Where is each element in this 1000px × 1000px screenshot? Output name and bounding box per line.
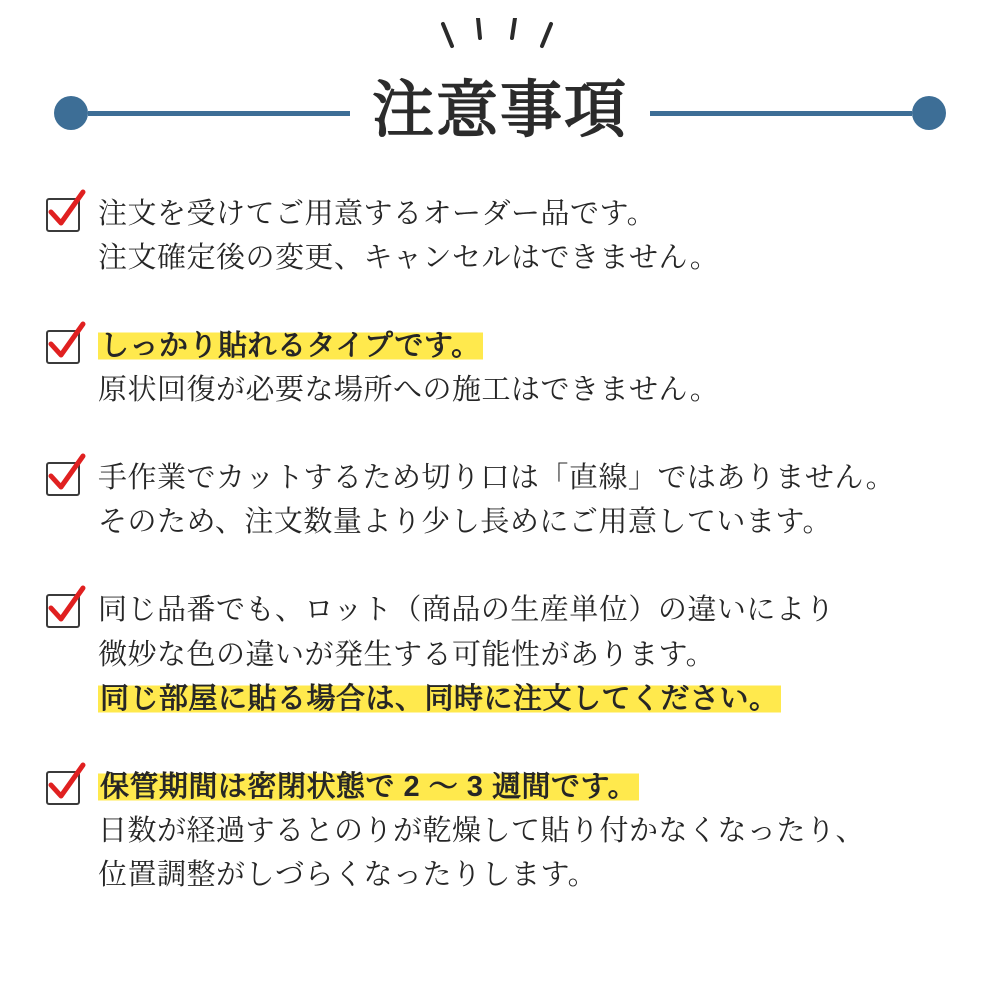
note-line-text: 注文確定後の変更、キャンセルはできません。	[98, 242, 720, 275]
note-text-block	[98, 765, 960, 897]
note-line	[98, 324, 960, 368]
checked-checkbox-icon	[46, 771, 80, 805]
sparkle-rays-icon	[0, 18, 1000, 78]
note-line-text: 微妙な色の違いが発生する可能性があります。	[98, 638, 716, 671]
left-dot	[54, 96, 88, 130]
note-line-text: そのため、注文数量より少し長めにご用意しています。	[98, 506, 833, 539]
note-line	[98, 633, 960, 677]
note-text-block	[98, 588, 960, 720]
note-line	[98, 677, 960, 721]
page-title: 注意事項	[371, 76, 628, 145]
checked-checkbox-icon	[46, 594, 80, 628]
note-line-text: 位置調整がしづらくなったりします。	[98, 858, 598, 891]
notice-list	[0, 192, 1000, 897]
note-text-block	[98, 324, 960, 412]
note-line	[98, 500, 960, 544]
note-line	[98, 192, 960, 236]
note-line	[98, 853, 960, 897]
note-line	[98, 368, 960, 412]
title-rule-row	[0, 78, 1000, 148]
right-dot	[912, 96, 946, 130]
right-rule	[650, 111, 912, 116]
note-line-text: 同じ品番でも、ロット（商品の生産単位）の違いにより	[98, 594, 835, 627]
note-line-text-highlighted: 保管期間は密閉状態で 2 〜 3 週間です。	[100, 770, 638, 803]
note-line-text: 日数が経過するとのりが乾燥して貼り付かなくなったり、	[98, 814, 866, 847]
list-item	[46, 324, 960, 412]
note-line	[98, 809, 960, 853]
list-item	[46, 588, 960, 720]
note-line	[98, 236, 960, 280]
checked-checkbox-icon	[46, 198, 80, 232]
list-item	[46, 192, 960, 280]
note-line-text: 手作業でカットするため切り口は「直線」ではありません。	[98, 462, 896, 495]
note-line-text-highlighted: 同じ部屋に貼る場合は、同時に注文してください。	[100, 682, 779, 715]
note-line-text-highlighted: しっかり貼れるタイプです。	[100, 330, 481, 363]
note-text-block	[98, 456, 960, 544]
note-line-text: 注文を受けてご用意するオーダー品です。	[98, 198, 657, 230]
checked-checkbox-icon	[46, 330, 80, 364]
checked-checkbox-icon	[46, 462, 80, 496]
note-text-block	[98, 192, 960, 280]
left-rule	[88, 111, 350, 116]
note-line	[98, 588, 960, 632]
list-item	[46, 765, 960, 897]
note-line	[98, 765, 960, 809]
page-header	[0, 0, 1000, 170]
note-line	[98, 456, 960, 500]
note-line-text: 原状回復が必要な場所への施工はできません。	[98, 374, 720, 407]
list-item	[46, 456, 960, 544]
